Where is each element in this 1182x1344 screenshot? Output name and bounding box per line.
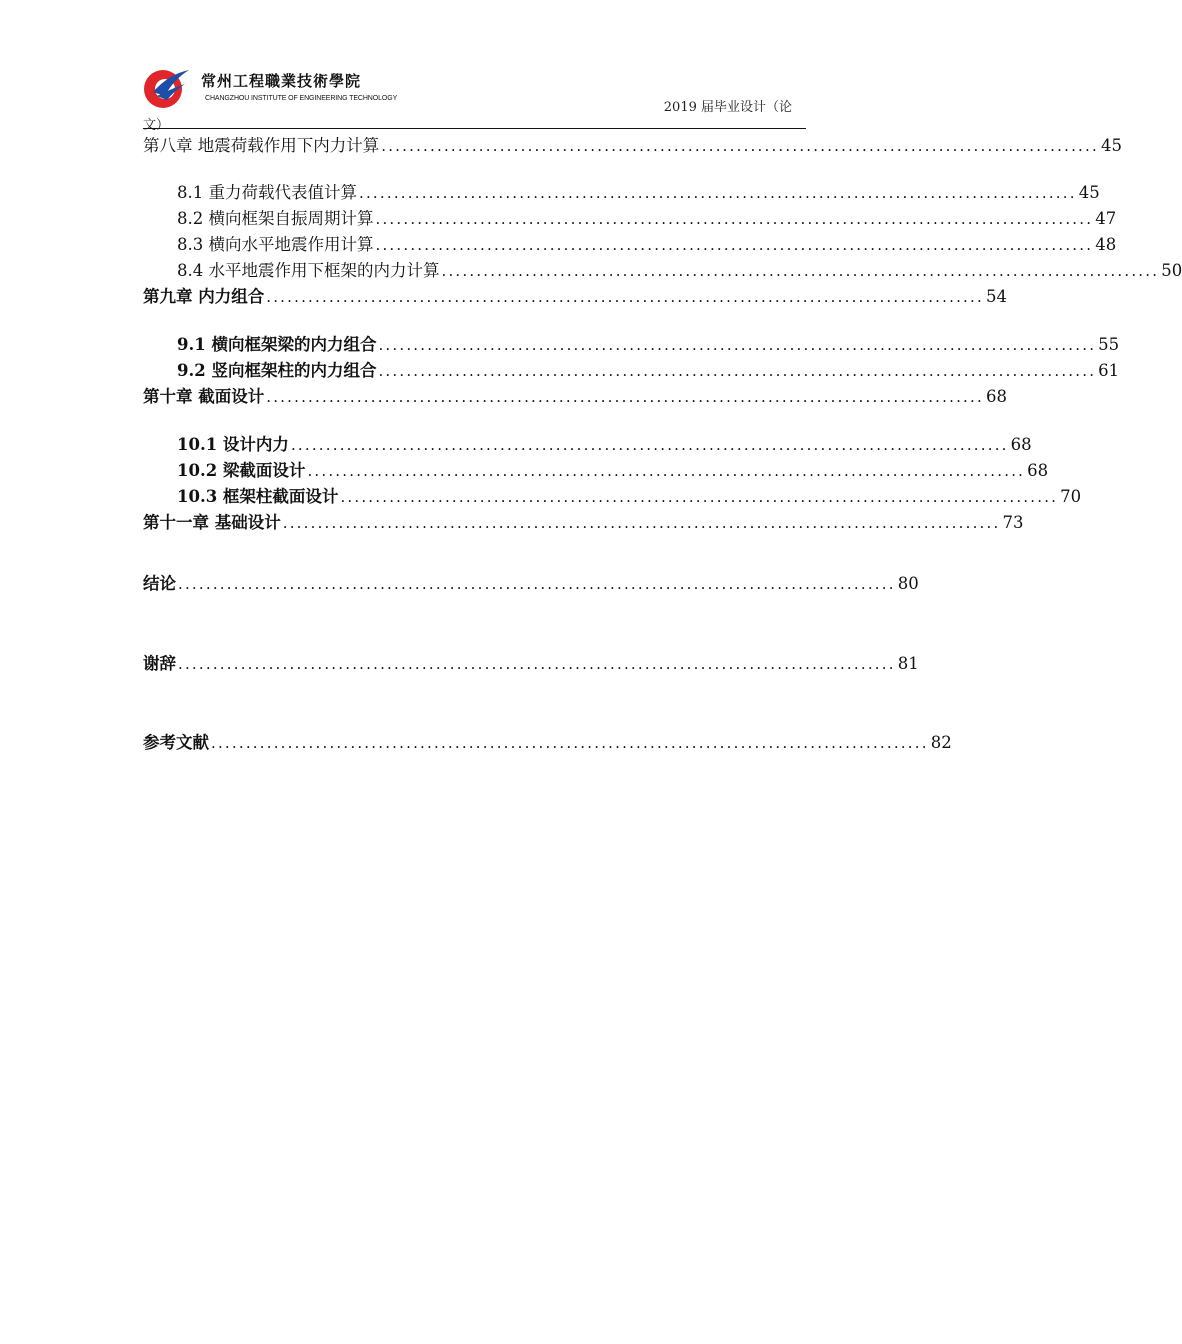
toc-leader: ....................................................................................................... — [211, 734, 929, 752]
toc-page: 70 — [1060, 487, 1082, 506]
toc-entry[interactable] — [177, 458, 1049, 482]
page-header — [143, 62, 806, 132]
header-rule — [143, 128, 806, 129]
toc-page: 80 — [897, 574, 919, 593]
toc-entry[interactable] — [143, 510, 1024, 534]
thesis-tag-wrap: 文） — [143, 118, 170, 133]
toc-page: 68 — [1027, 461, 1049, 480]
toc-page: 61 — [1098, 361, 1120, 380]
toc-page: 45 — [1078, 183, 1100, 202]
toc-label: 8.2 横向框架自振周期计算 — [177, 209, 374, 228]
toc-label: 第十章 截面设计 — [143, 387, 265, 406]
toc-label: 参考文献 — [143, 733, 209, 752]
toc-page: 47 — [1095, 209, 1117, 228]
toc-leader: ....................................................................................................... — [381, 137, 1099, 155]
toc-leader: ....................................................................................................... — [266, 288, 984, 306]
toc-entry[interactable] — [143, 284, 1007, 308]
toc-label: 10.1 设计内力 — [177, 435, 289, 454]
toc-entry[interactable] — [177, 358, 1120, 382]
toc-label: 第九章 内力组合 — [143, 287, 265, 306]
toc-entry[interactable] — [143, 571, 919, 595]
toc-leader: ....................................................................................................... — [282, 514, 1001, 532]
toc-leader: ....................................................................................................... — [375, 236, 1094, 254]
toc-page: 55 — [1098, 335, 1120, 354]
toc-page: 73 — [1002, 513, 1024, 532]
toc-label: 10.2 梁截面设计 — [177, 461, 306, 480]
toc-label: 8.3 横向水平地震作用计算 — [177, 235, 374, 254]
toc-leader: ....................................................................................................... — [378, 362, 1097, 380]
toc-leader: ....................................................................................................... — [378, 336, 1097, 354]
toc-entry[interactable] — [177, 484, 1082, 508]
toc-entry[interactable] — [143, 384, 1007, 408]
toc-label: 9.1 横向框架梁的内力组合 — [177, 335, 377, 354]
toc-page: 68 — [985, 387, 1007, 406]
toc-label: 10.3 框架柱截面设计 — [177, 487, 339, 506]
toc-page: 81 — [897, 654, 919, 673]
toc-leader: ....................................................................................................... — [441, 262, 1160, 280]
toc-page: 82 — [930, 733, 952, 752]
toc-label: 结论 — [143, 574, 176, 593]
toc-entry[interactable] — [143, 730, 952, 754]
toc-leader: ....................................................................................................... — [359, 184, 1077, 202]
school-name-cn: 常州工程職業技術學院 — [201, 72, 362, 90]
toc-leader: ....................................................................................................... — [266, 388, 984, 406]
toc-page: 54 — [985, 287, 1007, 306]
school-name-en: CHANGZHOU INSTITUTE OF ENGINEERING TECHNOLOGY — [205, 95, 398, 102]
toc-label: 第八章 地震荷载作用下内力计算 — [143, 136, 380, 155]
toc-leader: ....................................................................................................... — [290, 436, 1009, 454]
toc-entry[interactable] — [177, 206, 1117, 230]
toc-entry[interactable] — [177, 180, 1100, 204]
toc-page: 68 — [1010, 435, 1032, 454]
toc-page: 48 — [1095, 235, 1117, 254]
thesis-tag: 2019 届毕业设计（论 — [663, 100, 792, 115]
toc-label: 8.1 重力荷载代表值计算 — [177, 183, 357, 202]
toc-entry[interactable] — [143, 133, 1122, 157]
toc-leader: ....................................................................................................... — [340, 488, 1059, 506]
toc-entry[interactable] — [177, 432, 1032, 456]
toc-leader: ....................................................................................................... — [178, 655, 896, 673]
toc-page: 45 — [1100, 136, 1122, 155]
school-logo-icon — [143, 66, 189, 110]
toc-leader: ....................................................................................................... — [375, 210, 1094, 228]
toc-entry[interactable] — [177, 332, 1120, 356]
toc-label: 8.4 水平地震作用下框架的内力计算 — [177, 261, 440, 280]
toc-entry[interactable] — [143, 651, 919, 675]
toc-label: 9.2 竖向框架柱的内力组合 — [177, 361, 377, 380]
toc-leader: ....................................................................................................... — [178, 575, 896, 593]
toc-label: 谢辞 — [143, 654, 176, 673]
toc-entry[interactable] — [177, 232, 1117, 256]
toc-label: 第十一章 基础设计 — [143, 513, 281, 532]
toc-page: 50 — [1161, 261, 1182, 280]
toc-leader: ....................................................................................................... — [307, 462, 1026, 480]
toc-entry[interactable] — [177, 258, 1182, 282]
